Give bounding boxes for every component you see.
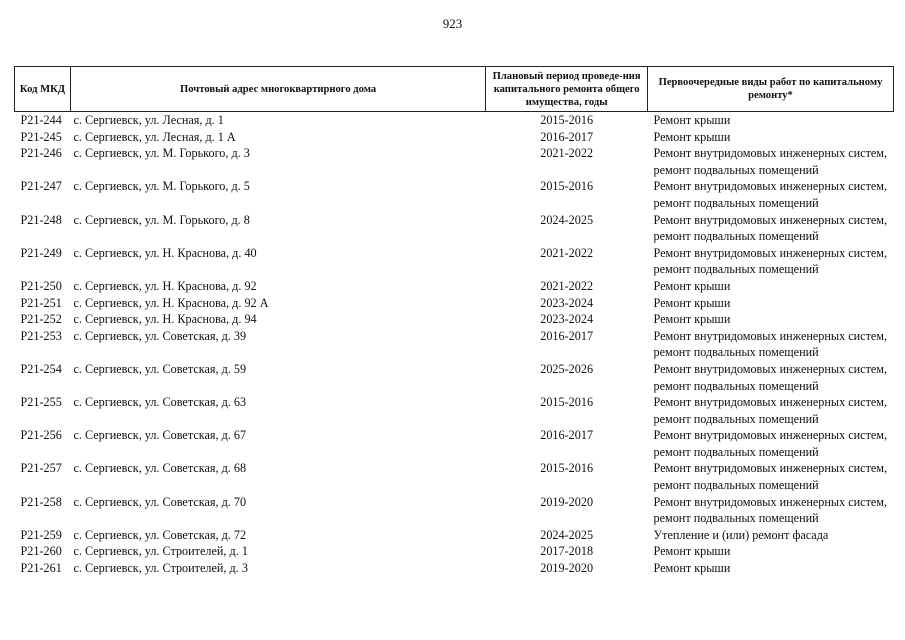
table-row	[15, 527, 894, 544]
cell-period: 2019-2020	[540, 494, 594, 509]
cell-address: с. Сергиевск, ул. М. Горького, д. 3	[73, 146, 250, 161]
cell-address: с. Сергиевск, ул. Строителей, д. 3	[73, 561, 248, 576]
cell-works	[648, 129, 894, 146]
page-number: 923	[442, 16, 463, 31]
works-line: Ремонт крыши	[653, 129, 731, 144]
table-body	[15, 112, 894, 577]
cell-code: Р21-261	[20, 561, 62, 576]
cell-works	[648, 295, 894, 312]
cell-address: с. Сергиевск, ул. Н. Краснова, д. 94	[73, 312, 257, 327]
table-row	[15, 543, 894, 560]
works-line: Ремонт внутридомовых инженерных систем,	[653, 146, 888, 161]
cell-works	[648, 460, 894, 493]
cell-works	[648, 427, 894, 460]
table-row	[15, 212, 894, 245]
works-line: Ремонт внутридомовых инженерных систем,	[653, 361, 888, 376]
works-line: Ремонт крыши	[653, 544, 731, 559]
header-works: Первоочередные виды работ по капитальному ремонту*	[648, 67, 894, 112]
cell-period: 2015-2016	[540, 113, 594, 127]
works-line: ремонт подвальных помещений	[653, 162, 819, 177]
cell-address: с. Сергиевск, ул. Строителей, д. 1	[73, 544, 248, 559]
cell-address: с. Сергиевск, ул. Советская, д. 72	[73, 527, 247, 542]
works-line: Ремонт внутридомовых инженерных систем,	[653, 179, 888, 194]
cell-code: Р21-258	[20, 494, 62, 509]
works-line: Ремонт внутридомовых инженерных систем,	[653, 395, 888, 410]
table-row	[15, 560, 894, 577]
table-row	[15, 460, 894, 493]
cell-period: 2021-2022	[540, 278, 594, 293]
table-row	[15, 427, 894, 460]
works-line: ремонт подвальных помещений	[653, 345, 819, 360]
cell-period: 2025-2026	[540, 361, 594, 376]
table-row	[15, 311, 894, 328]
cell-works	[648, 527, 894, 544]
header-code: Код МКД	[15, 67, 71, 112]
cell-address: с. Сергиевск, ул. М. Горького, д. 5	[73, 179, 250, 194]
cell-address: с. Сергиевск, ул. М. Горького, д. 8	[73, 212, 250, 227]
cell-code: Р21-250	[20, 278, 62, 293]
table-row	[15, 129, 894, 146]
table-row	[15, 494, 894, 527]
header-period: Плановый период проведе-ния капитального ремонта общего имущества, годы	[486, 67, 648, 112]
cell-works	[648, 328, 894, 361]
table-row	[15, 361, 894, 394]
works-line: Ремонт крыши	[653, 113, 731, 127]
cell-address: с. Сергиевск, ул. Советская, д. 68	[73, 461, 247, 476]
cell-period: 2024-2025	[540, 527, 594, 542]
works-line: ремонт подвальных помещений	[653, 411, 819, 426]
cell-period: 2024-2025	[540, 212, 594, 227]
cell-period: 2015-2016	[540, 461, 594, 476]
works-line: Ремонт крыши	[653, 561, 731, 576]
table-row	[15, 178, 894, 211]
header-address: Почтовый адрес многоквартирного дома	[70, 67, 485, 112]
works-line: Ремонт крыши	[653, 295, 731, 310]
cell-address: с. Сергиевск, ул. Н. Краснова, д. 92	[73, 278, 257, 293]
cell-works	[648, 560, 894, 577]
cell-code: Р21-251	[20, 295, 62, 310]
cell-code: Р21-255	[20, 395, 62, 410]
cell-code: Р21-245	[20, 129, 62, 144]
works-line: Ремонт внутридомовых инженерных систем,	[653, 461, 888, 476]
cell-period: 2016-2017	[540, 129, 594, 144]
cell-works	[648, 394, 894, 427]
works-line: Утепление и (или) ремонт фасада	[653, 527, 829, 542]
works-line: ремонт подвальных помещений	[653, 378, 819, 393]
works-line: ремонт подвальных помещений	[653, 511, 819, 526]
table-row	[15, 328, 894, 361]
cell-works	[648, 212, 894, 245]
cell-code: Р21-248	[20, 212, 62, 227]
works-line: ремонт подвальных помещений	[653, 229, 819, 244]
cell-works	[648, 245, 894, 278]
cell-code: Р21-252	[20, 312, 62, 327]
cell-code: Р21-253	[20, 328, 62, 343]
works-line: ремонт подвальных помещений	[653, 478, 819, 493]
works-line: ремонт подвальных помещений	[653, 195, 819, 210]
table-header	[15, 67, 894, 112]
cell-address: с. Сергиевск, ул. Советская, д. 63	[73, 395, 247, 410]
cell-period: 2016-2017	[540, 328, 594, 343]
cell-code: Р21-254	[20, 361, 62, 376]
cell-address: с. Сергиевск, ул. Н. Краснова, д. 92 А	[73, 295, 269, 310]
works-line: Ремонт крыши	[653, 278, 731, 293]
cell-works	[648, 494, 894, 527]
table-row	[15, 145, 894, 178]
cell-period: 2023-2024	[540, 312, 594, 327]
cell-works	[648, 311, 894, 328]
table-row	[15, 278, 894, 295]
cell-address: с. Сергиевск, ул. Советская, д. 39	[73, 328, 247, 343]
table-row	[15, 112, 894, 129]
cell-address: с. Сергиевск, ул. Советская, д. 67	[73, 428, 247, 443]
works-line: Ремонт внутридомовых инженерных систем,	[653, 212, 888, 227]
capital-repair-table	[14, 66, 894, 577]
cell-address: с. Сергиевск, ул. Советская, д. 70	[73, 494, 247, 509]
cell-code: Р21-260	[20, 544, 62, 559]
table-row	[15, 245, 894, 278]
cell-period: 2015-2016	[540, 179, 594, 194]
cell-code: Р21-256	[20, 428, 62, 443]
cell-address: с. Сергиевск, ул. Лесная, д. 1	[73, 113, 224, 127]
cell-code: Р21-249	[20, 245, 62, 260]
cell-works	[648, 178, 894, 211]
works-line: Ремонт внутридомовых инженерных систем,	[653, 328, 888, 343]
cell-period: 2021-2022	[540, 245, 594, 260]
cell-works	[648, 278, 894, 295]
works-line: ремонт подвальных помещений	[653, 444, 819, 459]
table-row	[15, 394, 894, 427]
cell-works	[648, 361, 894, 394]
cell-works	[648, 145, 894, 178]
cell-address: с. Сергиевск, ул. Н. Краснова, д. 40	[73, 245, 257, 260]
cell-period: 2015-2016	[540, 395, 594, 410]
cell-period: 2016-2017	[540, 428, 594, 443]
cell-code: Р21-246	[20, 146, 62, 161]
table-row	[15, 295, 894, 312]
cell-period: 2019-2020	[540, 561, 594, 576]
cell-works	[648, 112, 894, 129]
header-row	[15, 67, 894, 112]
works-line: Ремонт внутридомовых инженерных систем,	[653, 428, 888, 443]
works-line: Ремонт крыши	[653, 312, 731, 327]
cell-code: Р21-244	[20, 113, 62, 127]
works-line: ремонт подвальных помещений	[653, 262, 819, 277]
cell-code: Р21-259	[20, 527, 62, 542]
cell-works	[648, 543, 894, 560]
cell-period: 2017-2018	[540, 544, 594, 559]
works-line: Ремонт внутридомовых инженерных систем,	[653, 494, 888, 509]
cell-period: 2023-2024	[540, 295, 594, 310]
cell-code: Р21-247	[20, 179, 62, 194]
works-line: Ремонт внутридомовых инженерных систем,	[653, 245, 888, 260]
cell-period: 2021-2022	[540, 146, 594, 161]
cell-address: с. Сергиевск, ул. Советская, д. 59	[73, 361, 247, 376]
cell-address: с. Сергиевск, ул. Лесная, д. 1 А	[73, 129, 236, 144]
cell-code: Р21-257	[20, 461, 62, 476]
